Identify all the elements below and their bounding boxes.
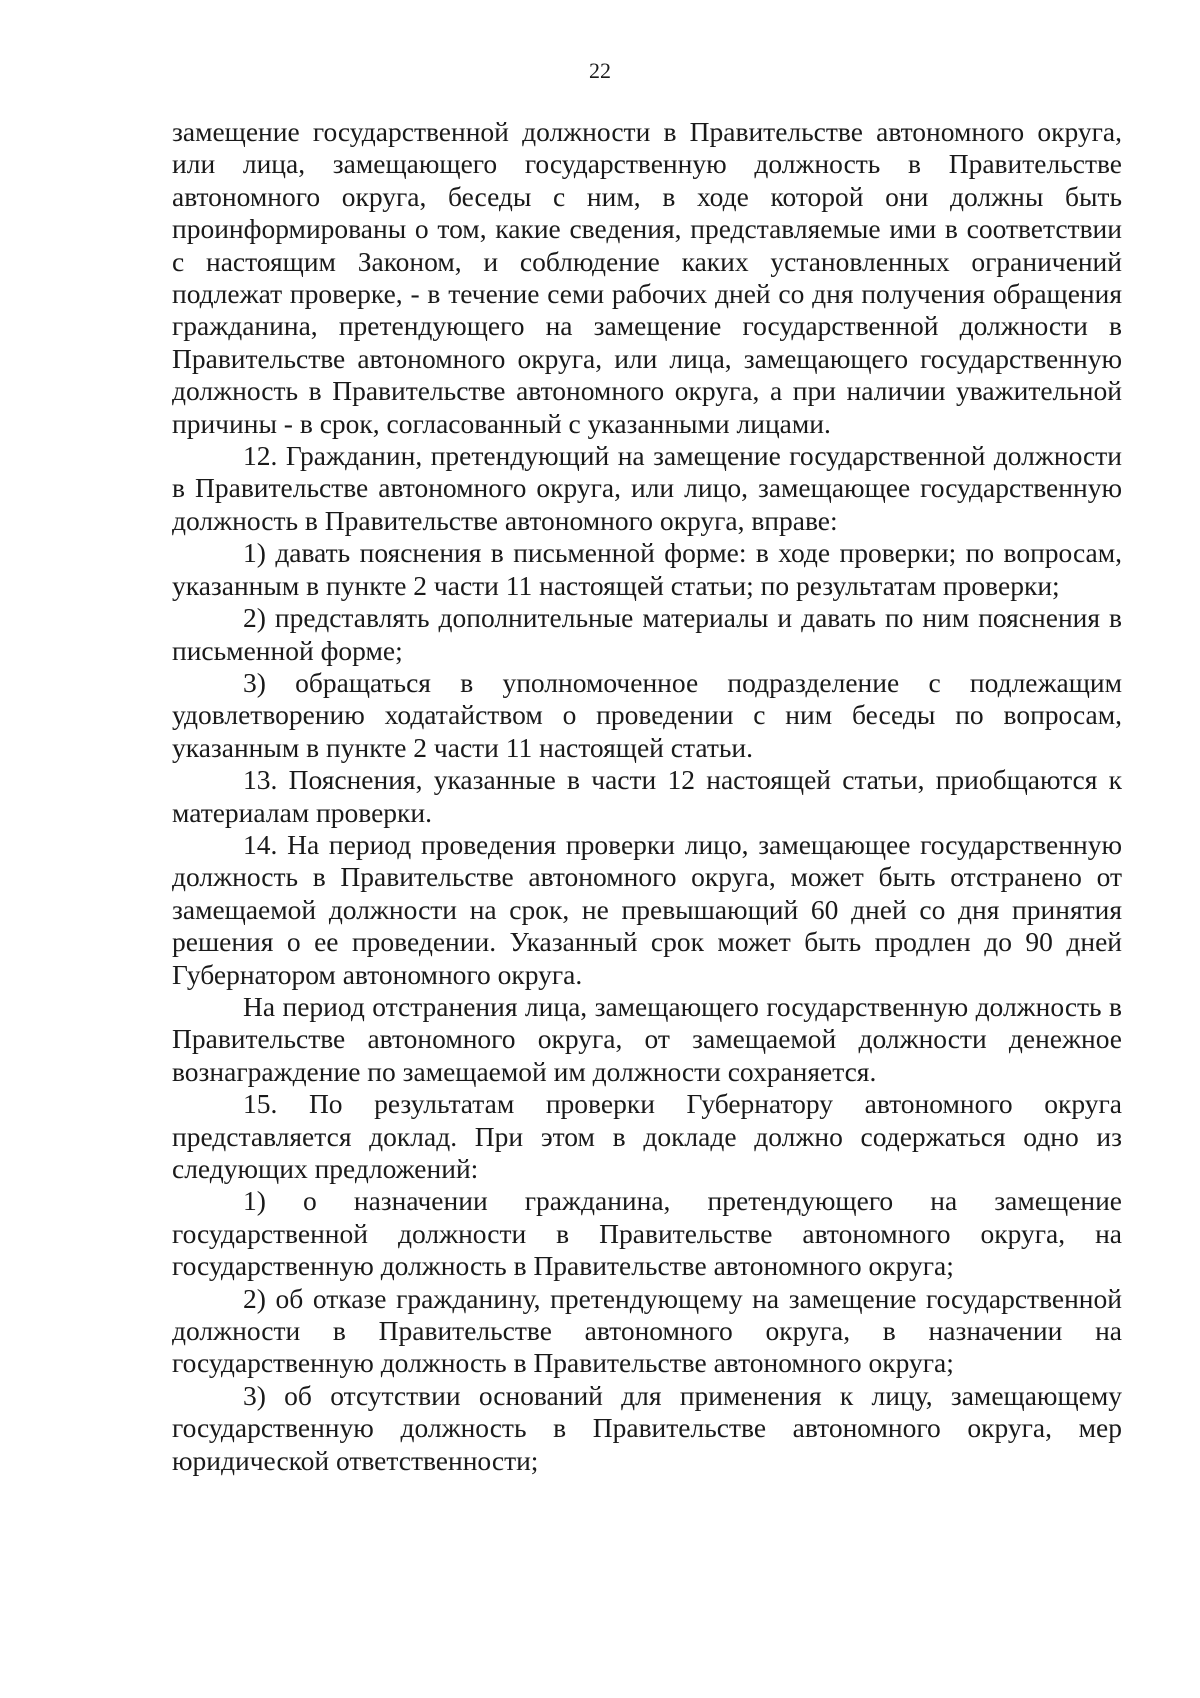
document-body — [172, 116, 1122, 1477]
paragraph: 2) об отказе гражданину, претендующему на замещение государственной должности в Правительстве автономного округа, в назначении на государственную должность в Правительстве автономного округа; — [172, 1282, 1122, 1379]
paragraph: 13. Пояснения, указанные в части 12 настоящей статьи, приобщаются к материалам проверки. — [172, 764, 1122, 828]
paragraph: замещение государственной должности в Правительстве автономного округа, или лица, замещающего государственную должность в Правительстве автономного округа, беседы с ним, в ходе которой они должны быть проинформированы о том, какие сведения, представляемые ими в соответствии с настоящим Законом, и соблюдение каких установленных ограничений подлежат проверке, - в течение семи рабочих дней со дня получения обращения гражданина, претендующего на замещение государственной должности в Правительстве автономного округа, или лица, замещающего государственную должность в Правительстве автономного округа, а при наличии уважительной причины - в срок, согласованный с указанными лицами. — [172, 116, 1122, 439]
paragraph: 2) представлять дополнительные материалы и давать по ним пояснения в письменной форме; — [172, 602, 1122, 666]
paragraph: На период отстранения лица, замещающего государственную должность в Правительстве автономного округа, от замещаемой должности денежное вознаграждение по замещаемой им должности сохраняется. — [172, 990, 1122, 1087]
paragraph: 3) об отсутствии оснований для применения к лицу, замещающему государственную должность в Правительстве автономного округа, мер юридической ответственности; — [172, 1379, 1122, 1476]
paragraph: 12. Гражданин, претендующий на замещение государственной должности в Правительстве автономного округа, или лицо, замещающее государственную должность в Правительстве автономного округа, вправе: — [172, 440, 1122, 536]
paragraph: 1) давать пояснения в письменной форме: в ходе проверки; по вопросам, указанным в пункте 2 части 11 настоящей статьи; по результатам проверки; — [172, 537, 1122, 601]
paragraph: 1) о назначении гражданина, претендующего на замещение государственной должности в Правительстве автономного округа, на государственную должность в Правительстве автономного округа; — [172, 1185, 1122, 1282]
paragraph: 15. По результатам проверки Губернатору автономного округа представляется доклад. При этом в докладе должно содержаться одно из следующих предложений: — [172, 1088, 1122, 1184]
paragraph: 3) обращаться в уполномоченное подразделение с подлежащим удовлетворению ходатайством о проведении с ним беседы по вопросам, указанным в пункте 2 части 11 настоящей статьи. — [172, 666, 1122, 763]
page-number: 22 — [589, 58, 611, 83]
paragraph: 14. На период проведения проверки лицо, замещающее государственную должность в Правительстве автономного округа, может быть отстранено от замещаемой должности на срок, не превышающий 60 дней со дня принятия решения о ее проведении. Указанный срок может быть продлен до 90 дней Губернатором автономного округа. — [172, 828, 1122, 990]
